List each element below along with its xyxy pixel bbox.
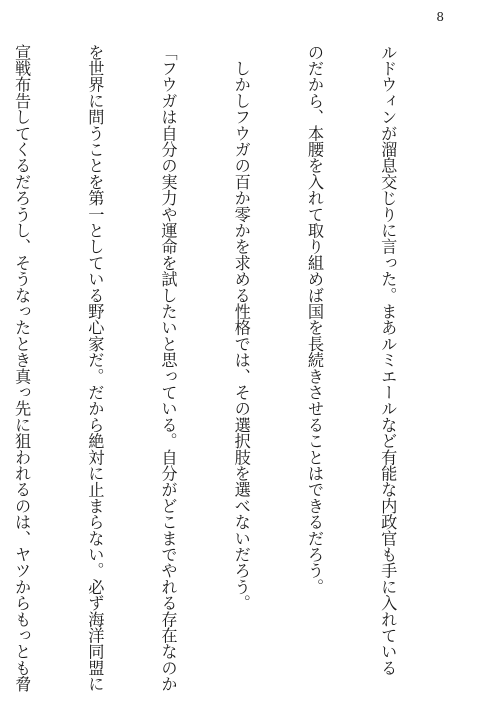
text-line: しかしフウガの百か零かを求める性格では、その選択肢を選べないだろう。	[231, 44, 251, 611]
text-line: を世界に問うことを第一としている野心家だ。だから絶対に止まらない。必ず海洋同盟に	[85, 44, 105, 692]
page-number: 8	[436, 10, 444, 24]
vertical-text-body	[12, 44, 448, 692]
text-line: 「フウガは自分の実力や運命を試したいと思っている。自分がどこまでやれる存在なのか	[158, 44, 178, 692]
text-line: 宣戦布告してくるだろうし、そうなったとき真っ先に狙われるのは、ヤツからもっとも脅	[12, 44, 32, 692]
text-line: ルドウィンが溜息交じりに言った。まあルミエールなど有能な内政官も手に入れている	[378, 44, 398, 676]
text-line: のだから、本腰を入れて取り組めば国を長続きさせることはできるだろう。	[304, 44, 324, 595]
